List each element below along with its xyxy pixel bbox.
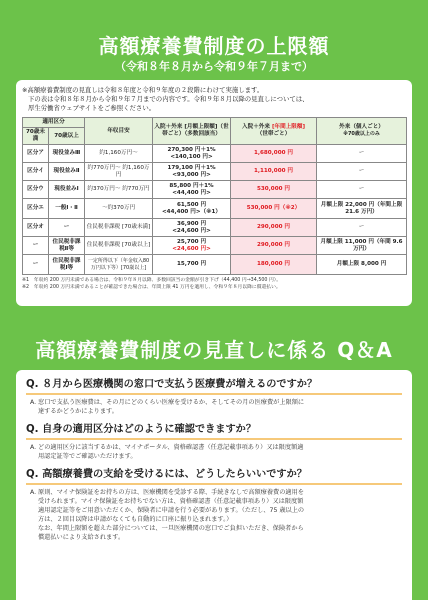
cell-income: 約370万円〜 約770万円 [85, 181, 153, 199]
intro-line: ※高額療養費制度の見直しは令和８年度と令和９年度の２段階にわけて実施します。 [22, 86, 264, 94]
cell-category: 区分ア [23, 145, 49, 163]
cell-monthly [153, 181, 231, 199]
cell-outpatient: ー [317, 219, 407, 237]
table-notes [22, 278, 406, 291]
cell-over70: 現役並みⅡ [49, 163, 85, 181]
cell-outpatient: 月額上限 11,000 円（年間 9.6 万円） [317, 237, 407, 255]
answer-3 [26, 488, 402, 542]
intro-line: 厚生労働省ウェブサイトをご参照ください。 [28, 104, 156, 112]
monthly-main: 179,100 円＋1% [167, 164, 216, 171]
table-row [23, 219, 407, 237]
page-title: 高額療養費制度の上限額 [98, 34, 330, 58]
answer-line: 達するかどうかによります。 [38, 408, 118, 415]
cell-category: 区分イ [23, 163, 49, 181]
cell-annual: 290,000 円 [231, 237, 317, 255]
header-outpatient-note: ※70歳以上のみ [343, 131, 380, 137]
page-subtitle: （令和８年８月から令和９年７月まで） [115, 60, 313, 73]
cell-category: 区分オ [23, 219, 49, 237]
monthly-main: 25,700 円 [176, 238, 207, 245]
header-group: 適用区分 [23, 118, 85, 128]
header-age70over: 70歳以上 [49, 128, 85, 145]
cell-over70: 現役並みⅠ [49, 181, 85, 199]
page [16, 14, 412, 588]
cell-over70: 現役並みⅢ [49, 145, 85, 163]
cell-monthly [153, 219, 231, 237]
header-annual-b: [年間上限額] [271, 124, 306, 130]
cell-income: 住民税非課税 [70歳未満] [85, 219, 153, 237]
cell-income: 約770万円〜 約1,160万円 [85, 163, 153, 181]
cell-outpatient: ー [317, 181, 407, 199]
cell-income: 住民税非課税 [70歳以上] [85, 237, 153, 255]
cell-category: ー [23, 237, 49, 255]
limit-table [22, 117, 407, 275]
monthly-main: 85,800 円＋1% [169, 182, 214, 189]
monthly-sub: <24,600 円> [172, 245, 211, 252]
header-outpatient-label: 外来（個人ごと） [339, 124, 384, 130]
monthly-sub: <24,600 円> [172, 227, 211, 234]
question-2: Q. 自身の適用区分はどのように確認できますか？ [26, 423, 402, 440]
answer-line: A. 窓口で支払う医療費は、その月にどのくらい医療を受けるか、そしてその月の医療費が上限額に [30, 399, 305, 406]
cell-outpatient: ー [317, 163, 407, 181]
intro-text [22, 86, 406, 113]
table-row [23, 145, 407, 163]
answer-1 [26, 398, 402, 416]
header-inpatient: 入院＋外来 [月額上限額]（世帯ごと）（多数回該当） [153, 118, 231, 145]
monthly-sub: <44,400 円>（※1） [162, 208, 222, 215]
table-row [23, 237, 407, 255]
question-3: Q. 高額療養費の支給を受けるには、どうしたらいいですか？ [26, 468, 402, 485]
monthly-sub: <140,100 円> [170, 153, 213, 160]
table-row [23, 199, 407, 219]
monthly-main: 270,300 円＋1% [167, 146, 216, 153]
cell-income: 〜約370万円 [85, 199, 153, 219]
cell-outpatient: ー [317, 145, 407, 163]
cell-monthly [153, 145, 231, 163]
qa-panel [16, 370, 412, 600]
cell-annual: 530,000 円（※2） [231, 199, 317, 219]
cell-category: 区分エ [23, 199, 49, 219]
cell-over70: ー [49, 219, 85, 237]
monthly-sub: <44,400 円> [172, 189, 211, 196]
header-annual-c: （世帯ごと） [256, 131, 291, 137]
cell-monthly: 15,700 円 [153, 255, 231, 275]
note-line: ※2 年収約 200 万円未満であることが確認できた場合は、年間上限 41 万円を適用し、令和９年８月以降に償還払い。 [22, 284, 281, 290]
cell-annual: 180,000 円 [231, 255, 317, 275]
intro-line: 下の表は令和８年８月から令和９年７月までの内容です。令和９年８月以降の見直しについては、 [28, 95, 309, 103]
answer-line: 受けられます。マイナ保険証をお持ちでない方は、資格確認書（任意記載事項あり）又は限度額 [38, 498, 304, 505]
qa-title: 高額療養費制度の見直しに係る Q＆A [35, 338, 393, 362]
cell-annual: 290,000 円 [231, 219, 317, 237]
cell-monthly [153, 199, 231, 219]
answer-line: A. どの適用区分に該当するかは、マイナポータル、資格確認書（任意記載事項あり）又は限度額適 [30, 444, 304, 451]
cell-category: ー [23, 255, 49, 275]
cell-category: 区分ウ [23, 181, 49, 199]
header-inpatient-annual [231, 118, 317, 145]
header-annual-a: 入院＋外来 [242, 124, 270, 130]
cell-over70: 住民税非課税Ⅱ等 [49, 237, 85, 255]
header-outpatient [317, 118, 407, 145]
cell-outpatient: 月額上限 8,000 円 [317, 255, 407, 275]
limit-panel [16, 80, 412, 306]
answer-line: 方は、２回目以降は申請がなくても自動的に口座に振り込まれます。） [38, 516, 233, 523]
cell-income: 約1,160万円〜 [85, 145, 153, 163]
monthly-main: 61,500 円 [176, 201, 207, 208]
table-header-row [23, 118, 407, 128]
answer-line: 用認定証等でご確認いただけます。 [38, 453, 137, 460]
cell-annual: 1,680,000 円 [231, 145, 317, 163]
cell-annual: 1,110,000 円 [231, 163, 317, 181]
answer-line: A. 原則、マイナ保険証をお持ちの方は、医療機関を受診する際、手続きなしで高額療養費の適用を [30, 489, 304, 496]
cell-income: 一定所得以下（年金収入80万円以下等）[70歳以上] [85, 255, 153, 275]
answer-line: 適用認定証等をご用意いただくか、保険者に申請を行う必要があります。（ただし、75 歳以上の [38, 507, 305, 514]
note-line: ※1 年収約 200 万円未満である場合は、令和９年８月以降、多数回該当の金額が引き下げ（44,400 円→34,500 円）。 [22, 278, 281, 283]
question-1: Q. ８月から医療機関の窓口で支払う医療費が増えるのですか？ [26, 378, 402, 395]
answer-line: 償還払いにより支給されます。 [38, 534, 125, 541]
cell-monthly [153, 163, 231, 181]
header-age70under: 70歳未満 [23, 128, 49, 145]
table-row [23, 163, 407, 181]
table-row [23, 255, 407, 275]
table-row [23, 181, 407, 199]
monthly-sub: <93,000 円> [172, 171, 211, 178]
answer-2 [26, 443, 402, 461]
cell-over70: 住民税非課税Ⅰ等 [49, 255, 85, 275]
header-income: 年収目安 [85, 118, 153, 145]
answer-line: なお、年間上限額を超えた部分については、一旦医療機関の窓口でご負担いただき、保険者から [38, 525, 304, 532]
cell-outpatient: 月額上限 22,000 円（年間上限 21.6 万円） [317, 199, 407, 219]
cell-over70: 一般Ⅰ・Ⅱ [49, 199, 85, 219]
cell-monthly [153, 237, 231, 255]
monthly-main: 36,900 円 [176, 220, 207, 227]
cell-annual: 530,000 円 [231, 181, 317, 199]
